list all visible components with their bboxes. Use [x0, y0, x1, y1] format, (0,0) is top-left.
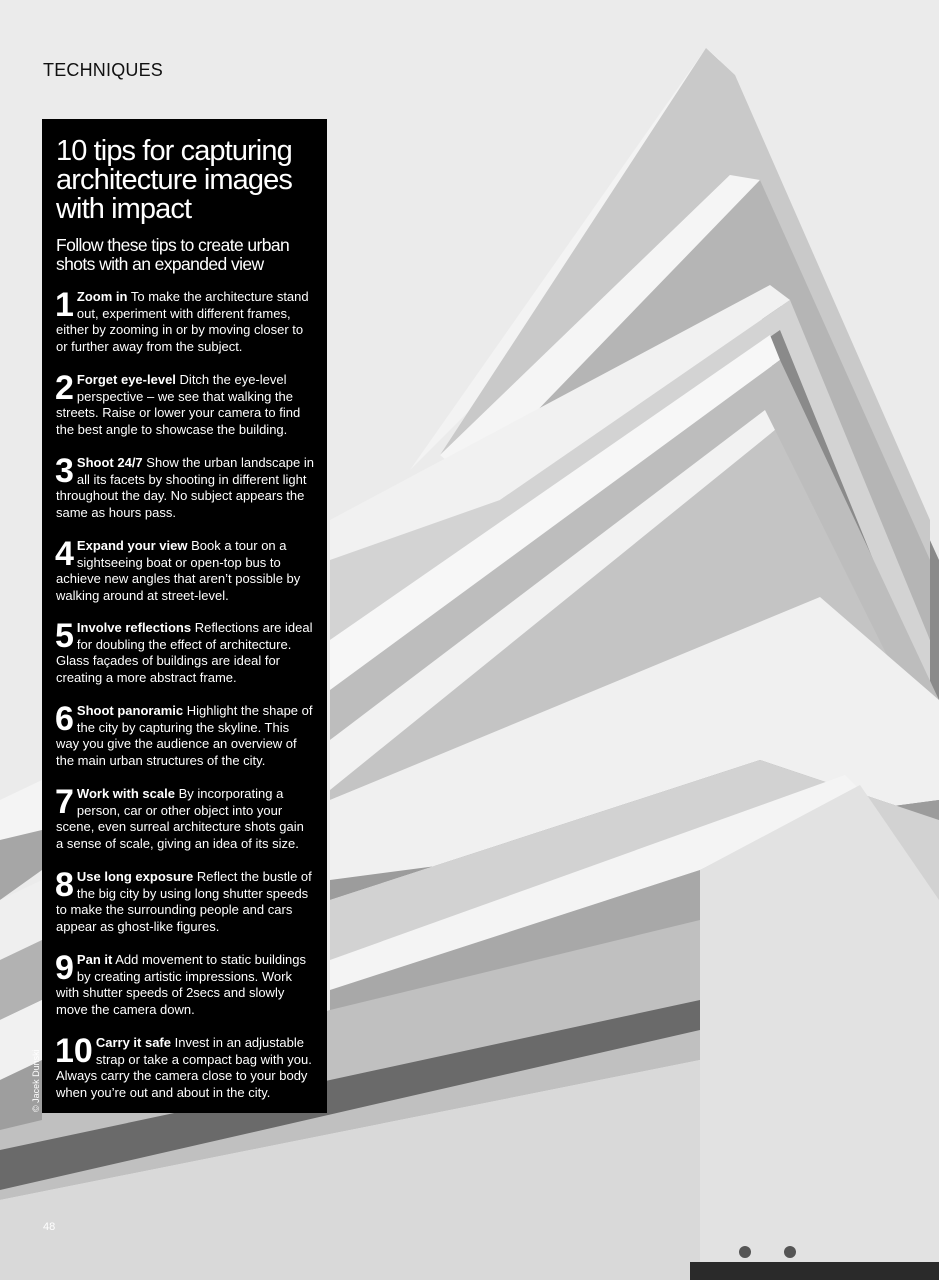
- tip-2: [55, 369, 314, 438]
- tip-title: Shoot 24/7: [76, 455, 143, 470]
- tip-9: [55, 949, 314, 1018]
- tip-text: To make the architecture stand out, experiment with different frames, either by zooming in or by moving closer to or further away from the subject.: [56, 289, 309, 354]
- section-label: TECHNIQUES: [43, 60, 164, 80]
- tip-6: [55, 700, 314, 769]
- tip-number: 3: [55, 452, 74, 490]
- tip-number: 8: [55, 866, 74, 904]
- tip-text: Ditch the eye-level perspective – we see that walking the streets. Raise or lower your camera to find the best angle to showcase the building.: [56, 372, 301, 437]
- tip-text: Highlight the shape of the city by capturing the skyline. This way you give the audience an overview of the main urban structures of the city.: [56, 703, 313, 768]
- tip-4: [55, 535, 314, 604]
- tip-text: Show the urban landscape in all its facets by shooting in different light throughout the day. No subject appears the same as hours pass.: [56, 455, 314, 520]
- tip-number: 4: [55, 535, 74, 573]
- tip-title: Zoom in: [76, 289, 128, 304]
- photo-credit: © Jacek Dunski: [31, 1049, 41, 1112]
- standfirst: Follow these tips to create urban shots with an expanded view: [56, 235, 290, 274]
- tip-5: [55, 617, 314, 686]
- tip-number: 9: [55, 949, 74, 987]
- tip-number: 6: [55, 700, 74, 738]
- tip-title: Use long exposure: [76, 869, 194, 884]
- tip-1: [55, 286, 314, 355]
- tip-title: Expand your view: [76, 538, 188, 553]
- tip-number: 2: [55, 369, 74, 407]
- tip-title: Shoot panoramic: [76, 703, 184, 718]
- tip-number: 1: [55, 286, 74, 324]
- tip-text: Add movement to static buildings by creating artistic impressions. Work with shutter speeds of 2secs and slowly move the camera down.: [56, 952, 307, 1017]
- tips-panel: [42, 119, 327, 1113]
- tip-title: Carry it safe: [95, 1035, 171, 1050]
- tip-title: Forget eye-level: [76, 372, 176, 387]
- tip-title: Pan it: [76, 952, 113, 967]
- tip-number: 5: [55, 617, 74, 655]
- tip-text: Reflect the bustle of the big city by using long shutter speeds to make the surrounding people and cars appear as ghost-like figures.: [56, 869, 312, 934]
- tip-text: Book a tour on a sightseeing boat or open-top bus to achieve new angles that aren’t possible by walking around at street-level.: [56, 538, 301, 603]
- tip-number: 10: [55, 1032, 93, 1070]
- tip-8: [55, 866, 314, 935]
- headline: 10 tips for capturing architecture images with impact: [56, 135, 292, 225]
- tip-text: By incorporating a person, car or other object into your scene, even surreal architecture shots gain a sense of scale, giving an idea of its size.: [56, 786, 304, 851]
- tip-3: [55, 452, 314, 521]
- page-number: 48: [43, 1221, 56, 1233]
- tip-number: 7: [55, 783, 74, 821]
- tip-text: Reflections are ideal for doubling the effect of architecture. Glass façades of buildings are ideal for creating a more abstract frame.: [56, 620, 313, 685]
- tip-title: Work with scale: [76, 786, 175, 801]
- tip-7: [55, 783, 314, 852]
- tip-text: Invest in an adjustable strap or take a compact bag with you. Always carry the camera close to your body when you’re out and about in the city.: [56, 1035, 312, 1100]
- tip-title: Involve reflections: [76, 620, 192, 635]
- tip-10: [55, 1032, 314, 1101]
